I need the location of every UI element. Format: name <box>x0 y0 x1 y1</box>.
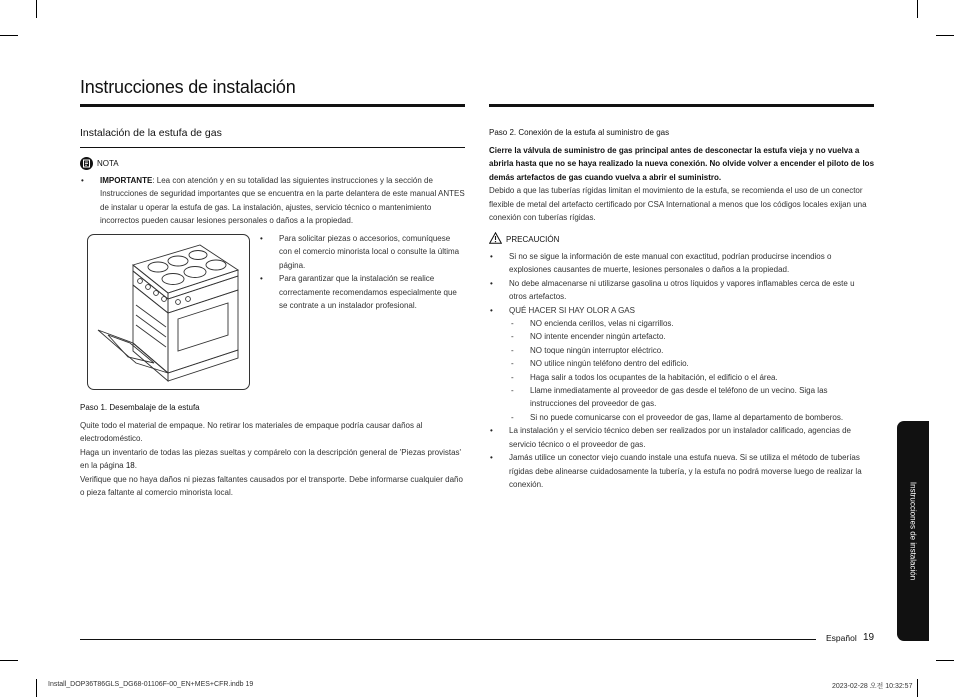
step2-paragraph: Debido a que las tuberías rígidas limitan el movimiento de la estufa, se recomienda el uso de un conector flexible de metal del artefacto certificado por CSA International a menos que los códigos locales exijan una conexión con tuberías rígidas. <box>489 186 867 223</box>
print-date-info: 2023-02-28 오전 10:32:57 <box>832 683 913 690</box>
note-label: NOTA <box>97 159 119 168</box>
list-item: • Para solicitar piezas o accesorios, comuníquese con el comercio minorista local o consulte la última página. <box>259 232 465 272</box>
sub-list-item: - Si no puede comunicarse con el proveedor de gas, llame al departamento de bomberos. <box>489 411 874 424</box>
side-tab-label: Instrucciones de instalación <box>908 481 918 581</box>
range-stove-illustration <box>87 234 250 390</box>
list-item: • Jamás utilice un conector viejo cuando instale una estufa nueva. Si se utiliza el método de tuberías rígidas debe alinearse cuidadosamente la tubería, y la estufa no podrá moverse luego de realizar la conexión. <box>489 451 874 491</box>
crop-mark <box>0 660 18 661</box>
crop-mark <box>936 35 954 36</box>
list-item <box>80 174 465 228</box>
note-icon <box>80 157 93 170</box>
step2-heading: Paso 2. Conexión de la estufa al suministro de gas <box>489 128 670 137</box>
sub-list-item: - Haga salir a todos los ocupantes de la habitación, el edificio o el área. <box>489 371 874 384</box>
list-item: • QUÉ HACER SI HAY OLOR A GAS <box>489 304 874 317</box>
step1-paragraph-3: Verifique que no haya daños ni piezas faltantes causados por el transporte. Debe informarse cualquier daño o pieza faltante al comercio minorista local. <box>80 474 463 498</box>
title-rule-left <box>80 104 465 107</box>
sub-list-item: - NO toque ningún interruptor eléctrico. <box>489 344 874 357</box>
step1-paragraph-2-end: . <box>134 461 137 471</box>
step1-heading: Paso 1. Desembalaje de la estufa <box>80 403 200 412</box>
list-item: • Si no se sigue la información de este manual con exactitud, podrían producirse incendios o explosiones causantes de muerte, lesiones personales o daños a la propiedad. <box>489 250 874 277</box>
important-text: : Lea con atención y en su totalidad las siguientes instrucciones y la sección de Instrucciones de seguridad importantes que se encuentra en la parte delantera de este manual ANTES de instalar u operar la estufa de gas. La instalación, ajustes, servicio técnico o mantenimiento incorrectos pueden causar lesiones personales o daños a la propiedad. <box>100 176 465 226</box>
list-item: • La instalación y el servicio técnico deben ser realizados por un instalador calificado, agencias de servicio técnico o el proveedor de gas. <box>489 424 874 451</box>
important-lead: IMPORTANTE <box>100 176 153 185</box>
crop-mark <box>917 679 918 697</box>
crop-mark <box>36 679 37 697</box>
page-reference-link[interactable]: 18 <box>125 461 135 471</box>
crop-mark <box>36 0 37 18</box>
note-header <box>80 157 119 170</box>
step1-paragraph-1: Quite todo el material de empaque. No retirar los materiales de empaque podría causar daños al electrodoméstico. <box>80 421 423 444</box>
crop-mark <box>917 0 918 18</box>
crop-mark <box>936 660 954 661</box>
side-bullets <box>259 232 465 312</box>
caution-header <box>489 232 559 246</box>
sub-list-item: - NO utilice ningún teléfono dentro del edificio. <box>489 357 874 370</box>
step1-body <box>80 419 465 499</box>
step1-paragraph-2 <box>80 446 465 473</box>
crop-mark <box>0 35 18 36</box>
sub-list-item: - NO encienda cerillos, velas ni cigarrillos. <box>489 317 874 330</box>
note-list <box>80 174 465 228</box>
footer-language: Español <box>826 633 857 643</box>
caution-list <box>489 250 874 491</box>
section-title: Instalación de la estufa de gas <box>80 127 222 139</box>
list-item: • Para garantizar que la instalación se realice correctamente recomendamos especialmente que se contrate a un instalador profesional. <box>259 272 465 312</box>
page-title: Instrucciones de instalación <box>80 77 296 97</box>
chapter-side-tab[interactable] <box>897 421 929 641</box>
title-rule-right <box>489 104 874 107</box>
list-item: • No debe almacenarse ni utilizarse gasolina u otros líquidos y vapores inflamables cerca de este u otros artefactos. <box>489 277 874 304</box>
sub-list-item: - Llame inmediatamente al proveedor de gas desde el teléfono de un vecino. Siga las instrucciones del proveedor de gas. <box>489 384 874 411</box>
sub-list-item: - NO intente encender ningún artefacto. <box>489 330 874 343</box>
step2-body <box>489 144 874 224</box>
print-file-info: Install_DOP36T86GLS_DG68-01106F-00_EN+MES+CFR.indb 19 <box>48 681 254 688</box>
step2-warning-text: Cierre la válvula de suministro de gas principal antes de desconectar la estufa vieja y no vuelva a abrirla hasta que no se haya realizado la nueva conexión. No olvide volver a encender el piloto de los demás artefactos de gas cuando vuelva a abrir el suministro. <box>489 146 875 182</box>
step1-paragraph-2-text: Haga un inventario de todas las piezas sueltas y compárelo con la descripción general de 'Piezas provistas' en la página <box>80 447 462 471</box>
caution-label: PRECAUCIÓN <box>506 234 560 244</box>
footer-rule <box>80 639 816 640</box>
page-number: 19 <box>863 632 875 643</box>
caution-triangle-icon <box>489 232 502 246</box>
section-rule <box>80 147 465 148</box>
